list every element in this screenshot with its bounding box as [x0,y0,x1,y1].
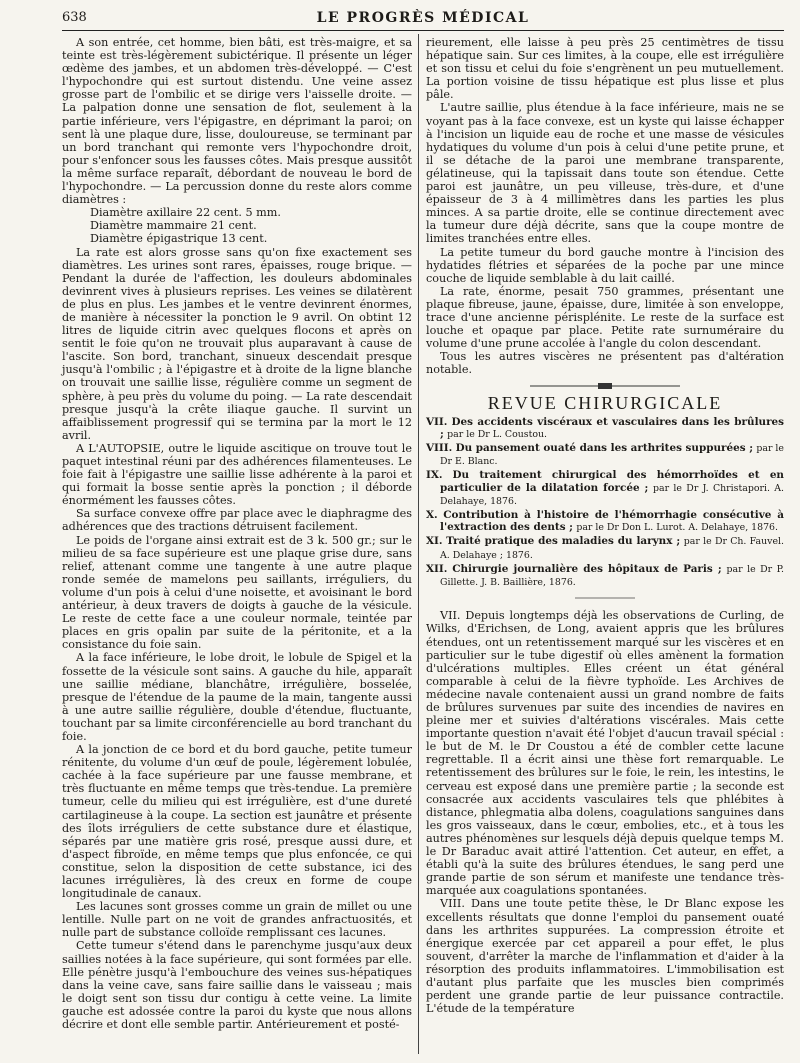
entry-author: par le Dr E. Blanc. [440,443,784,468]
paragraph: La rate est alors grosse sans qu'on fixe exactement ses diamètres. Les urines sont rares, épaisses, rouge brique. — Pendant la durée de l'affection, les douleurs abdominales devinrent vives à plusieurs reprises. Les veines se dilatèrent de plus en plus. Les jambes et le ventre devinrent énormes, de manière à nécessiter la ponction le 9 avril. On obtint 12 litres de liquide citrin avec quelques flocons et après on sentit le foie qu'on ne trouvait plus auparavant à cause de l'ascite. Son bord, tranchant, sinueux descendait presque jusqu'à l'ombilic ; à l'épigastre et à droite de la ligne blanche on trouvait une saillie lisse, régulière comme un segment de sphère, à peu près du volume du poing. — La rate descendait presque jusqu'à la crête iliaque gauche. Il survint un affaiblissement progressif qui se termina par la mort le 12 avril. [62,245,412,442]
section-title: REVUE CHIRURGICALE [487,392,723,413]
paragraph: Le poids de l'organe ainsi extrait est de 3 k. 500 gr.; sur le milieu de sa face supérieure est une plaque grise dure, sans relief, attenant comme une tangente à une autre plaque ronde semée de mamelons peu saillants, irréguliers, du volume d'un pois à celui d'une noisette, et avoisinant le bord antérieur, à deux travers de doigts à gauche de la vésicule. Le reste de cette face a une couleur normale, teintée par places en gris opalin par suite de la péritonite, et a la consistance du foie sain. [62,533,412,652]
short-rule-icon [575,596,635,600]
column-divider [418,34,419,1054]
paragraph: VIII. Dans une toute petite thèse, le Dr Blanc expose les excellents résultats que donne l'emploi du pansement ouaté dans les arthrites suppurées. La compression étroite et énergique exercée par cet appareil a pour effet, le plus souvent, d'arrêter la marche de l'inflammation et d'aider à la résorption des produits inflammatoires. L'immobilisation est d'autant plus parfaite que les muscles bien comprimés perdent une grande partie de leur puissance contractile. L'étude de la température [426,897,784,1016]
left-column [62,36,412,1031]
entry-author: par le Dr Don L. Lurot. A. Delahaye, 1876. [576,522,779,534]
entry-title: Du pansement ouaté dans les arthrites suppurées ; [455,442,754,455]
right-column [426,36,784,1015]
review-entry [426,469,784,508]
entry-number: VII. [426,415,448,428]
paragraph: La rate, énorme, pesait 750 grammes, présentant une plaque fibreuse, jaune, épaisse, dure, limitée à son enveloppe, trace d'une ancienne périsplénite. Le reste de la surface est louche et opaque par place. Petite rate surnuméraire du volume d'une prune accolée à l'angle du colon descendant. [426,284,784,351]
diameter-line: Diamètre épigastrique 13 cent. [90,232,268,246]
review-list [426,416,784,590]
entry-title: Des accidents viscéraux et vasculaires dans les brûlures ; [440,415,785,440]
list-end-rule [426,592,784,605]
entry-author: par le Dr J. Christapori. A. Delahaye, 1876. [440,482,784,507]
entry-number: X. [426,509,438,522]
section-ornament [426,380,784,393]
entry-title: Traité pratique des maladies du larynx ; [446,535,681,548]
entry-number: IX. [426,469,443,482]
paragraph: Cette tumeur s'étend dans le parenchyme jusqu'aux deux saillies notées à la face supérieure, qui sont formées par elle. Elle pénètre jusqu'à l'embouchure des veines sus-hépatiques dans la veine cave, sans faire saillie dans le vaisseau ; mais le doigt sent son tissu dur contigu à cette veine. La limite gauche est adossée contre la paroi du kyste que nous allons décrire et dont elle semble partir. Antérieurement et posté- [62,939,412,1032]
diameter-line: Diamètre axillaire 22 cent. 5 mm. [90,206,281,220]
paragraph: rieurement, elle laisse à peu près 25 centimètres de tissu hépatique sain. Sur ces limites, à la coupe, elle est irrégulière et son tissu et celui du foie s'engrènent un peu mutuellement. La portion voisine de tissu hépatique est plus lisse et plus pâle. [426,36,784,102]
review-entry [426,535,784,561]
review-entry [426,416,784,441]
paragraph: L'autre saillie, plus étendue à la face inférieure, mais ne se voyant pas à la face convexe, est un kyste qui laisse échapper à l'incision un liquide eau de roche et une masse de vésicules hydatiques du volume d'un pois à celui d'une petite prune, et il se détache de la paroi une membrane transparente, gélatineuse, qui la tapissait dans toute son étendue. Cette paroi est jaunâtre, un peu villeuse, très-dure, et d'une épaisseur de 3 à 4 millimètres dans les parties les plus minces. A sa partie droite, elle se continue directement avec la tumeur dure déjà décrite, sans que la coupe montre de limites tranchées entre elles. [426,101,784,246]
page-header [62,8,784,30]
entry-author: par le Dr L. Coustou. [447,428,547,440]
paragraph: Tous les autres viscères ne présentent pas d'altération notable. [426,350,784,377]
ornament-rule-icon [530,383,680,389]
review-entry [426,509,784,534]
paragraph: A son entrée, cet homme, bien bâti, est très-maigre, et sa teinte est très-légèrement subictérique. Il présente un léger œdème des jambes, et un abdomen très-développé. — C'est l'hypochondre qui est surtout distendu. Une veine assez grosse part de l'ombilic et se dirige vers l'aisselle droite. — La palpation donne une sensation de flot, seulement à la partie inférieure, vers l'épigastre, en déprimant la paroi; on sent là une plaque dure, lisse, douloureuse, se terminant par un bord tranchant qui remonte vers l'hypochondre droit, pour s'enfoncer sous les fausses côtes. Mais presque aussitôt la même surface reparaît, débordant de nouveau le bord de l'hypochondre. — La percussion donne du reste alors comme diamètres : [62,36,412,207]
entry-author: par le Dr P. Gillette. J. B. Baillière, 1876. [440,563,785,589]
entry-number: XI. [426,535,443,548]
entry-author: par le Dr Ch. Fauvel. A. Delahaye ; 1876. [440,536,784,561]
entry-title: Chirurgie journalière des hôpitaux de Paris ; [452,562,722,575]
paragraph: A la jonction de ce bord et du bord gauche, petite tumeur rénitente, du volume d'un œuf de poule, légèrement lobulée, cachée à la face supérieure par une fausse membrane, et très fluctuante en même temps que très-tendue. La première tumeur, celle du milieu qui est irrégulière, est d'une dureté cartilagineuse à la coupe. La section est jaunâtre et présente des îlots irréguliers de cette substance dure et élastique, séparés par une matière gris rosé, presque aussi dure, et d'aspect fibroïde, en même temps que plus enfoncée, ce qui constitue, selon la disposition de cette substance, ici des lacunes irrégulières, là des creux en forme de coupe longitudinale de canaux. [62,743,412,901]
entry-title: Contribution à l'histoire de l'hémorrhagie consécutive à l'extraction des dents ; [440,509,784,534]
page-number: 638 [62,10,87,25]
paragraph: A L'AUTOPSIE, outre le liquide ascitique on trouve tout le paquet intestinal réuni par des adhérences filamenteuses. Le foie fait à l'épigastre une saillie lisse adhérente à la paroi et qui formait la bosse sentie après la ponction ; il déborde énormément les fausses côtes. [62,441,412,508]
header-rule [62,30,784,31]
paragraph: La petite tumeur du bord gauche montre à l'incision des hydatides flétries et séparées de la poche par une mince couche de liquide semblable à du lait caillé. [426,245,784,285]
diameter-line: Diamètre mammaire 21 cent. [90,219,257,233]
journal-title: LE PROGRÈS MÉDICAL [316,10,530,26]
paragraph: A la face inférieure, le lobe droit, le lobule de Spigel et la fossette de la vésicule sont sains. A gauche du hile, apparaît une saillie médiane, blanchâtre, irrégulière, bosselée, presque de l'étendue de la paume de la main, tangente aussi à une autre saillie régulière, double d'étendue, fluctuante, touchant par sa limite circonférencielle au bord tranchant du foie. [62,651,412,743]
entry-number: XII. [426,562,448,575]
review-entry [426,563,784,589]
entry-title: Du traitement chirurgical des hémorrhoïdes et en particulier de la dilatation forcée ; [440,469,784,494]
paragraph: Sa surface convexe offre par place avec le diaphragme des adhérences que des tractions détruisent facilement. [62,507,412,534]
paragraph: Les lacunes sont grosses comme un grain de millet ou une lentille. Nulle part on ne voit de grandes anfractuosités, et nulle part de substance colloïde remplissant ces lacunes. [62,900,412,940]
paragraph: VII. Depuis longtemps déjà les observations de Curling, de Wilks, d'Erichsen, de Long, avaient appris que les brûlures étendues, ont un retentissement marqué sur les viscères et en particulier sur le tube digestif où elles amènent la formation d'ulcérations multiples. Elles créent un état général comparable à celui de la fièvre typhoïde. Les Archives de médecine navale contenaient aussi un grand nombre de faits de brûlures survenues par suite des incendies de navires en pleine mer et suivies d'altérations viscérales. Mais cette importante question n'avait été l'objet d'aucun travail spécial : le but de M. le Dr Coustou a été de combler cette lacune regrettable. Il a écrit ainsi une thèse fort remarquable. Le retentissement des brûlures sur le foie, le rein, les intestins, le cerveau est exposé dans une première partie ; la seconde est consacrée aux accidents vasculaires tels que phlébites à distance, phlegmatia alba dolens, coagulations sanguines dans les gros vaisseaux, dans le cœur, embolies, etc., et à tous les autres phénomènes sur lesquels déjà depuis quelque temps M. le Dr Baraduc avait attiré l'attention. Cet auteur, en effet, a établi qu'à la suite des brûlures étendues, le sang perd une grande partie de son sérum et manifeste une tendance très-marquée aux coagulations spontanées. [426,609,784,898]
entry-number: VIII. [426,442,453,455]
review-entry [426,442,784,468]
